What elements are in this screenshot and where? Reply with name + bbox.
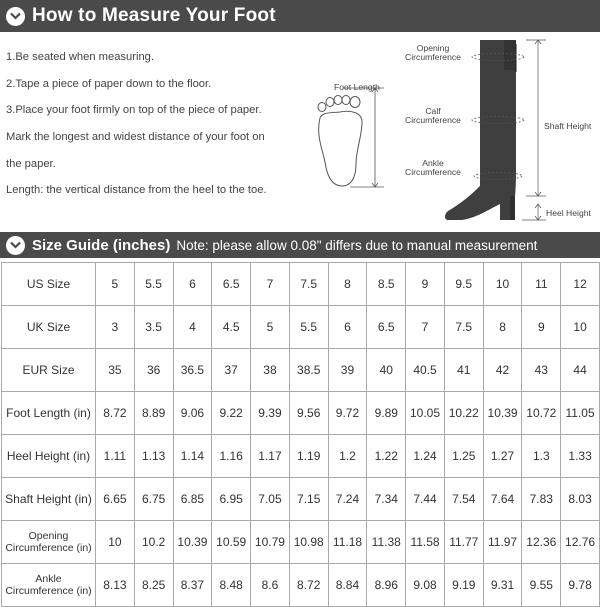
instruction-line: the paper.	[6, 157, 56, 170]
table-cell: 7.44	[406, 478, 445, 521]
ankle-circumference-label: Ankle Circumference	[405, 158, 461, 177]
table-cell: 1.2	[328, 435, 367, 478]
heel-height-label: Heel Height	[546, 208, 591, 218]
table-cell: 8.72	[96, 392, 135, 435]
table-cell: 11.77	[444, 521, 483, 564]
table-cell: 7.15	[289, 478, 328, 521]
table-cell: 44	[561, 349, 600, 392]
table-cell: 3	[96, 306, 135, 349]
foot-length-label: Foot Length	[334, 82, 380, 92]
table-cell: 9.56	[289, 392, 328, 435]
size-guide-header	[0, 232, 600, 258]
table-cell: 10	[96, 521, 135, 564]
table-cell: 40	[367, 349, 406, 392]
table-row	[2, 478, 600, 521]
table-cell: 5	[251, 306, 290, 349]
table-cell: 8	[328, 263, 367, 306]
table-cell: 9.31	[483, 564, 522, 607]
table-cell: 9.39	[251, 392, 290, 435]
table-cell: 39	[328, 349, 367, 392]
foot-outline-diagram	[310, 80, 390, 195]
opening-circumference-label: Opening Circumference	[405, 43, 461, 62]
row-header: Opening Circumference (in)	[2, 521, 96, 564]
table-cell: 10.05	[406, 392, 445, 435]
table-row	[2, 435, 600, 478]
shaft-height-label: Shaft Height	[544, 121, 592, 131]
table-cell: 40.5	[406, 349, 445, 392]
table-row	[2, 564, 600, 607]
boot-diagram	[400, 36, 600, 226]
table-cell: 11.05	[561, 392, 600, 435]
table-cell: 12	[561, 263, 600, 306]
table-cell: 6.5	[367, 306, 406, 349]
table-cell: 6.85	[173, 478, 212, 521]
table-cell: 6.95	[212, 478, 251, 521]
table-cell: 1.14	[173, 435, 212, 478]
table-cell: 7.24	[328, 478, 367, 521]
table-cell: 37	[212, 349, 251, 392]
size-guide-note: Note: please allow 0.08" differs due to manual measurement	[176, 237, 538, 253]
table-cell: 1.3	[522, 435, 561, 478]
table-cell: 7	[406, 306, 445, 349]
instruction-line: Mark the longest and widest distance of your foot on	[6, 131, 265, 144]
table-cell: 12.76	[561, 521, 600, 564]
table-cell: 9.08	[406, 564, 445, 607]
table-cell: 1.24	[406, 435, 445, 478]
row-header: Shaft Height (in)	[2, 478, 96, 521]
chevron-down-icon	[6, 236, 25, 255]
table-cell: 1.22	[367, 435, 406, 478]
table-cell: 8.25	[134, 564, 173, 607]
table-cell: 10	[561, 306, 600, 349]
table-cell: 8.96	[367, 564, 406, 607]
table-cell: 6.65	[96, 478, 135, 521]
table-cell: 10.79	[251, 521, 290, 564]
table-cell: 11.38	[367, 521, 406, 564]
table-cell: 8.5	[367, 263, 406, 306]
row-header: Heel Height (in)	[2, 435, 96, 478]
table-cell: 6	[173, 263, 212, 306]
table-cell: 43	[522, 349, 561, 392]
table-cell: 10.59	[212, 521, 251, 564]
table-cell: 11.97	[483, 521, 522, 564]
table-cell: 8.37	[173, 564, 212, 607]
table-cell: 10.2	[134, 521, 173, 564]
table-cell: 5.5	[134, 263, 173, 306]
measure-title: How to Measure Your Foot	[32, 5, 276, 26]
chevron-down-icon	[6, 7, 25, 26]
table-cell: 7.05	[251, 478, 290, 521]
table-cell: 38.5	[289, 349, 328, 392]
table-cell: 9.22	[212, 392, 251, 435]
table-cell: 5.5	[289, 306, 328, 349]
instruction-line: 2.Tape a piece of paper down to the floor.	[6, 77, 212, 90]
instructions	[6, 44, 306, 204]
table-cell: 41	[444, 349, 483, 392]
table-cell: 6	[328, 306, 367, 349]
table-cell: 1.16	[212, 435, 251, 478]
table-cell: 3.5	[134, 306, 173, 349]
table-row	[2, 263, 600, 306]
table-cell: 10.72	[522, 392, 561, 435]
table-cell: 7.64	[483, 478, 522, 521]
size-guide-title: Size Guide (inches)	[32, 236, 171, 254]
table-cell: 8.72	[289, 564, 328, 607]
table-cell: 9	[406, 263, 445, 306]
table-cell: 8.13	[96, 564, 135, 607]
table-cell: 8	[483, 306, 522, 349]
table-row	[2, 392, 600, 435]
table-cell: 38	[251, 349, 290, 392]
table-cell: 10.39	[483, 392, 522, 435]
table-cell: 5	[96, 263, 135, 306]
table-cell: 35	[96, 349, 135, 392]
table-cell: 11.18	[328, 521, 367, 564]
table-cell: 8.03	[561, 478, 600, 521]
calf-circumference-label: Calf Circumference	[405, 106, 461, 125]
table-cell: 1.33	[561, 435, 600, 478]
table-cell: 9.55	[522, 564, 561, 607]
table-cell: 1.13	[134, 435, 173, 478]
table-cell: 12.36	[522, 521, 561, 564]
table-row	[2, 306, 600, 349]
table-cell: 42	[483, 349, 522, 392]
table-cell: 7.5	[444, 306, 483, 349]
row-header: EUR Size	[2, 349, 96, 392]
table-cell: 10.39	[173, 521, 212, 564]
table-cell: 8.84	[328, 564, 367, 607]
table-cell: 4	[173, 306, 212, 349]
row-header: Foot Length (in)	[2, 392, 96, 435]
table-cell: 10	[483, 263, 522, 306]
table-cell: 9.19	[444, 564, 483, 607]
table-cell: 1.25	[444, 435, 483, 478]
table-cell: 1.17	[251, 435, 290, 478]
table-cell: 9.06	[173, 392, 212, 435]
row-header: Ankle Circumference (in)	[2, 564, 96, 607]
table-cell: 7.54	[444, 478, 483, 521]
table-row	[2, 521, 600, 564]
table-cell: 7.34	[367, 478, 406, 521]
table-cell: 36.5	[173, 349, 212, 392]
table-cell: 36	[134, 349, 173, 392]
row-header: UK Size	[2, 306, 96, 349]
table-cell: 8.89	[134, 392, 173, 435]
table-cell: 1.11	[96, 435, 135, 478]
table-cell: 9.89	[367, 392, 406, 435]
table-cell: 9.5	[444, 263, 483, 306]
table-cell: 8.48	[212, 564, 251, 607]
table-row	[2, 349, 600, 392]
table-cell: 7	[251, 263, 290, 306]
table-cell: 7.83	[522, 478, 561, 521]
table-cell: 9.72	[328, 392, 367, 435]
table-cell: 10.98	[289, 521, 328, 564]
instruction-line: 3.Place your foot firmly on top of the piece of paper.	[6, 104, 262, 117]
instruction-line: 1.Be seated when measuring.	[6, 51, 155, 63]
measure-header	[0, 0, 600, 32]
table-cell: 9	[522, 306, 561, 349]
instruction-line: Length: the vertical distance from the heel to the toe.	[6, 184, 267, 197]
table-cell: 11	[522, 263, 561, 306]
table-cell: 11.58	[406, 521, 445, 564]
table-cell: 6.5	[212, 263, 251, 306]
table-cell: 6.75	[134, 478, 173, 521]
table-cell: 4.5	[212, 306, 251, 349]
table-cell: 8.6	[251, 564, 290, 607]
size-guide-table	[1, 262, 600, 607]
table-cell: 9.78	[561, 564, 600, 607]
table-cell: 10.22	[444, 392, 483, 435]
table-cell: 1.19	[289, 435, 328, 478]
table-cell: 1.27	[483, 435, 522, 478]
row-header: US Size	[2, 263, 96, 306]
table-cell: 7.5	[289, 263, 328, 306]
